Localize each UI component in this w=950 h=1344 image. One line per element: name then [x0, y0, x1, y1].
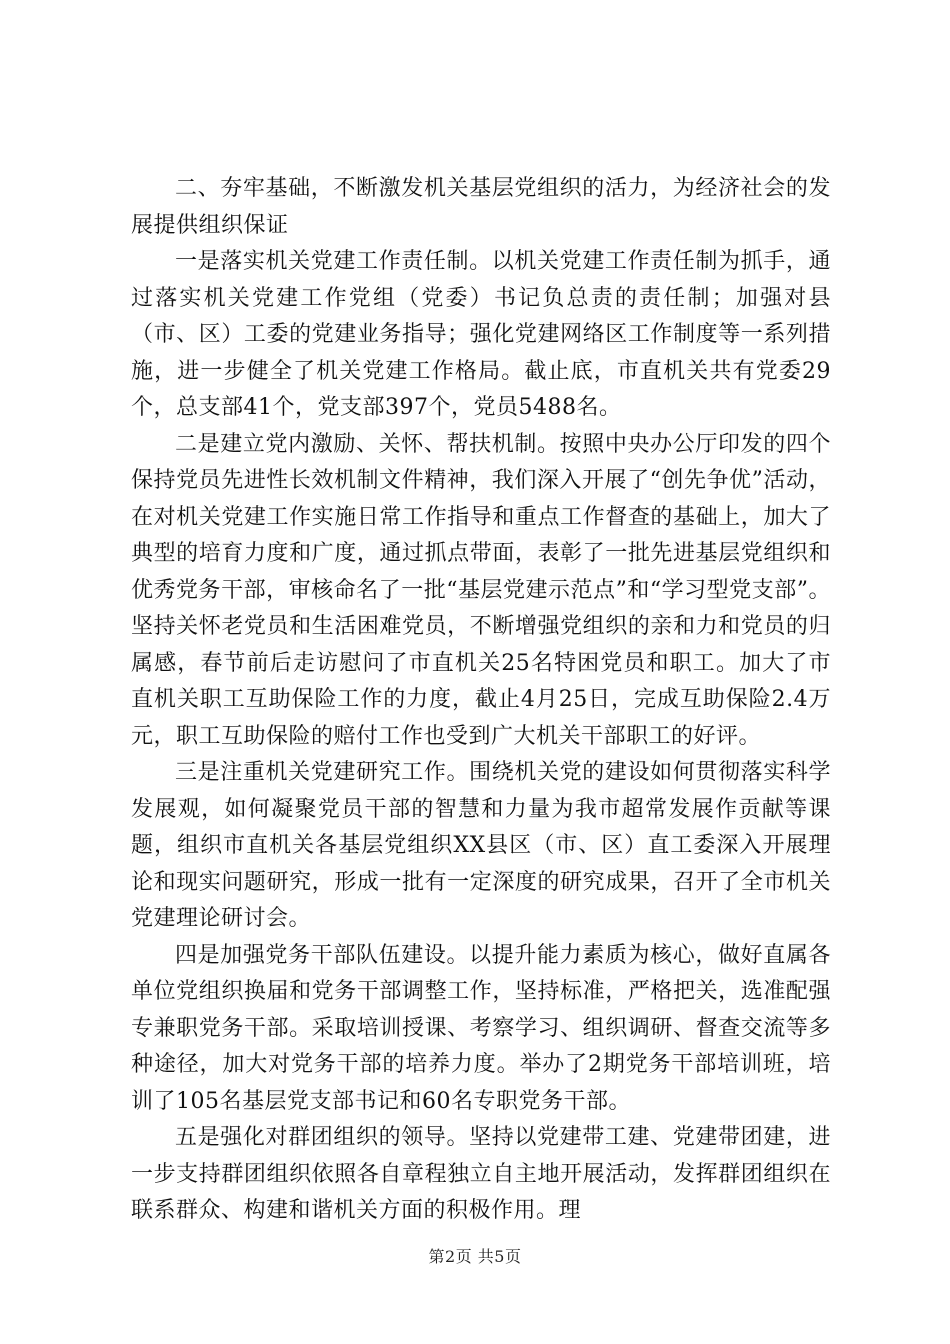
paragraph-cadre-building: 四是加强党务干部队伍建设。以提升能力素质为核心，做好直属各单位党组织换届和党务干部调整工作，坚持标准，严格把关，选准配强专兼职党务干部。采取培训授课、考察学习、组织调研、督查交流等多种途径，加大对党务干部的培养力度。举办了2期党务干部培训班，培训了105名基层党支部书记和60名专职党务干部。 [131, 942, 831, 1114]
page-number-footer: 第2页 共5页 [428, 1247, 522, 1266]
paragraph-mass-organizations: 五是强化对群团组织的领导。坚持以党建带工建、党建带团建，进一步支持群团组织依照各自章程独立自主地开展活动，发挥群团组织在联系群众、构建和谐机关方面的积极作用。理 [131, 1125, 831, 1223]
document-body [131, 171, 831, 1230]
paragraph-research: 三是注重机关党建研究工作。围绕机关党的建设如何贯彻落实科学发展观，如何凝聚党员干部的智慧和力量为我市超常发展作贡献等课题，组织市直机关各基层党组织XX县区（市、区）直工委深入开展理论和现实问题研究，形成一批有一定深度的研究成果，召开了全市机关党建理论研讨会。 [131, 760, 831, 931]
paragraph-responsibility: 一是落实机关党建工作责任制。以机关党建工作责任制为抓手，通过落实机关党建工作党组（党委）书记负总责的责任制；加强对县（市、区）工委的党建业务指导；强化党建网络区工作制度等一系列措施，进一步健全了机关党建工作格局。截止底，市直机关共有党委29个，总支部41个，党支部397个，党员5488名。 [131, 249, 831, 420]
section-heading: 二、夯牢基础，不断激发机关基层党组织的活力，为经济社会的发展提供组织保证 [131, 176, 831, 238]
paragraph-incentive: 二是建立党内激励、关怀、帮扶机制。按照中央办公厅印发的四个保持党员先进性长效机制文件精神，我们深入开展了“创先争优”活动，在对机关党建工作实施日常工作指导和重点工作督查的基础上，加大了典型的培育力度和广度，通过抓点带面，表彰了一批先进基层党组织和优秀党务干部，审核命名了一批“基层党建示范点”和“学习型党支部”。坚持关怀老党员和生活困难党员，不断增强党组织的亲和力和党员的归属感，春节前后走访慰问了市直机关25名特困党员和职工。加大了市直机关职工互助保险工作的力度，截止4月25日，完成互助保险2.4万元，职工互助保险的赔付工作也受到广大机关干部职工的好评。 [131, 431, 831, 749]
